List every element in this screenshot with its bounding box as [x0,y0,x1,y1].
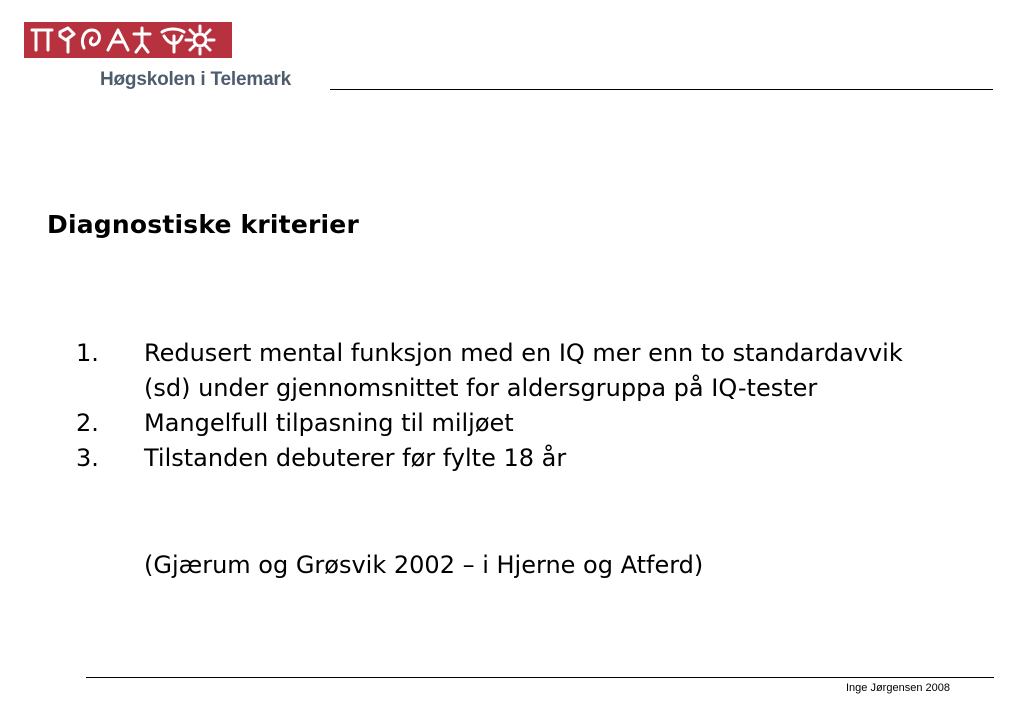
source-citation: (Gjærum og Grøsvik 2002 – i Hjerne og Atferd) [144,551,704,579]
list-item [76,406,934,441]
institution-name: Høgskolen i Telemark [100,69,291,90]
list-item-text: Tilstanden debuterer før fylte 18 år [144,444,567,472]
list-item-text: Redusert mental funksjon med en IQ mer enn to standardavvik (sd) under gjennomsnittet for aldersgruppa på IQ-tester [144,339,903,402]
list-item-text: Mangelfull tilpasning til miljøet [144,409,514,437]
footer-divider [86,677,994,678]
slide-title: Diagnostiske kriterier [47,210,359,239]
list-item-number: 1. [76,339,99,367]
list-item-number: 3. [76,444,99,472]
list-item [76,441,934,476]
footer-author: Inge Jørgensen 2008 [846,682,950,694]
list-item [76,336,934,406]
university-logo [24,22,232,58]
list-item-number: 2. [76,409,99,437]
rune-symbols-logo-icon [24,22,232,58]
header-divider [330,89,993,90]
criteria-list [76,336,934,476]
